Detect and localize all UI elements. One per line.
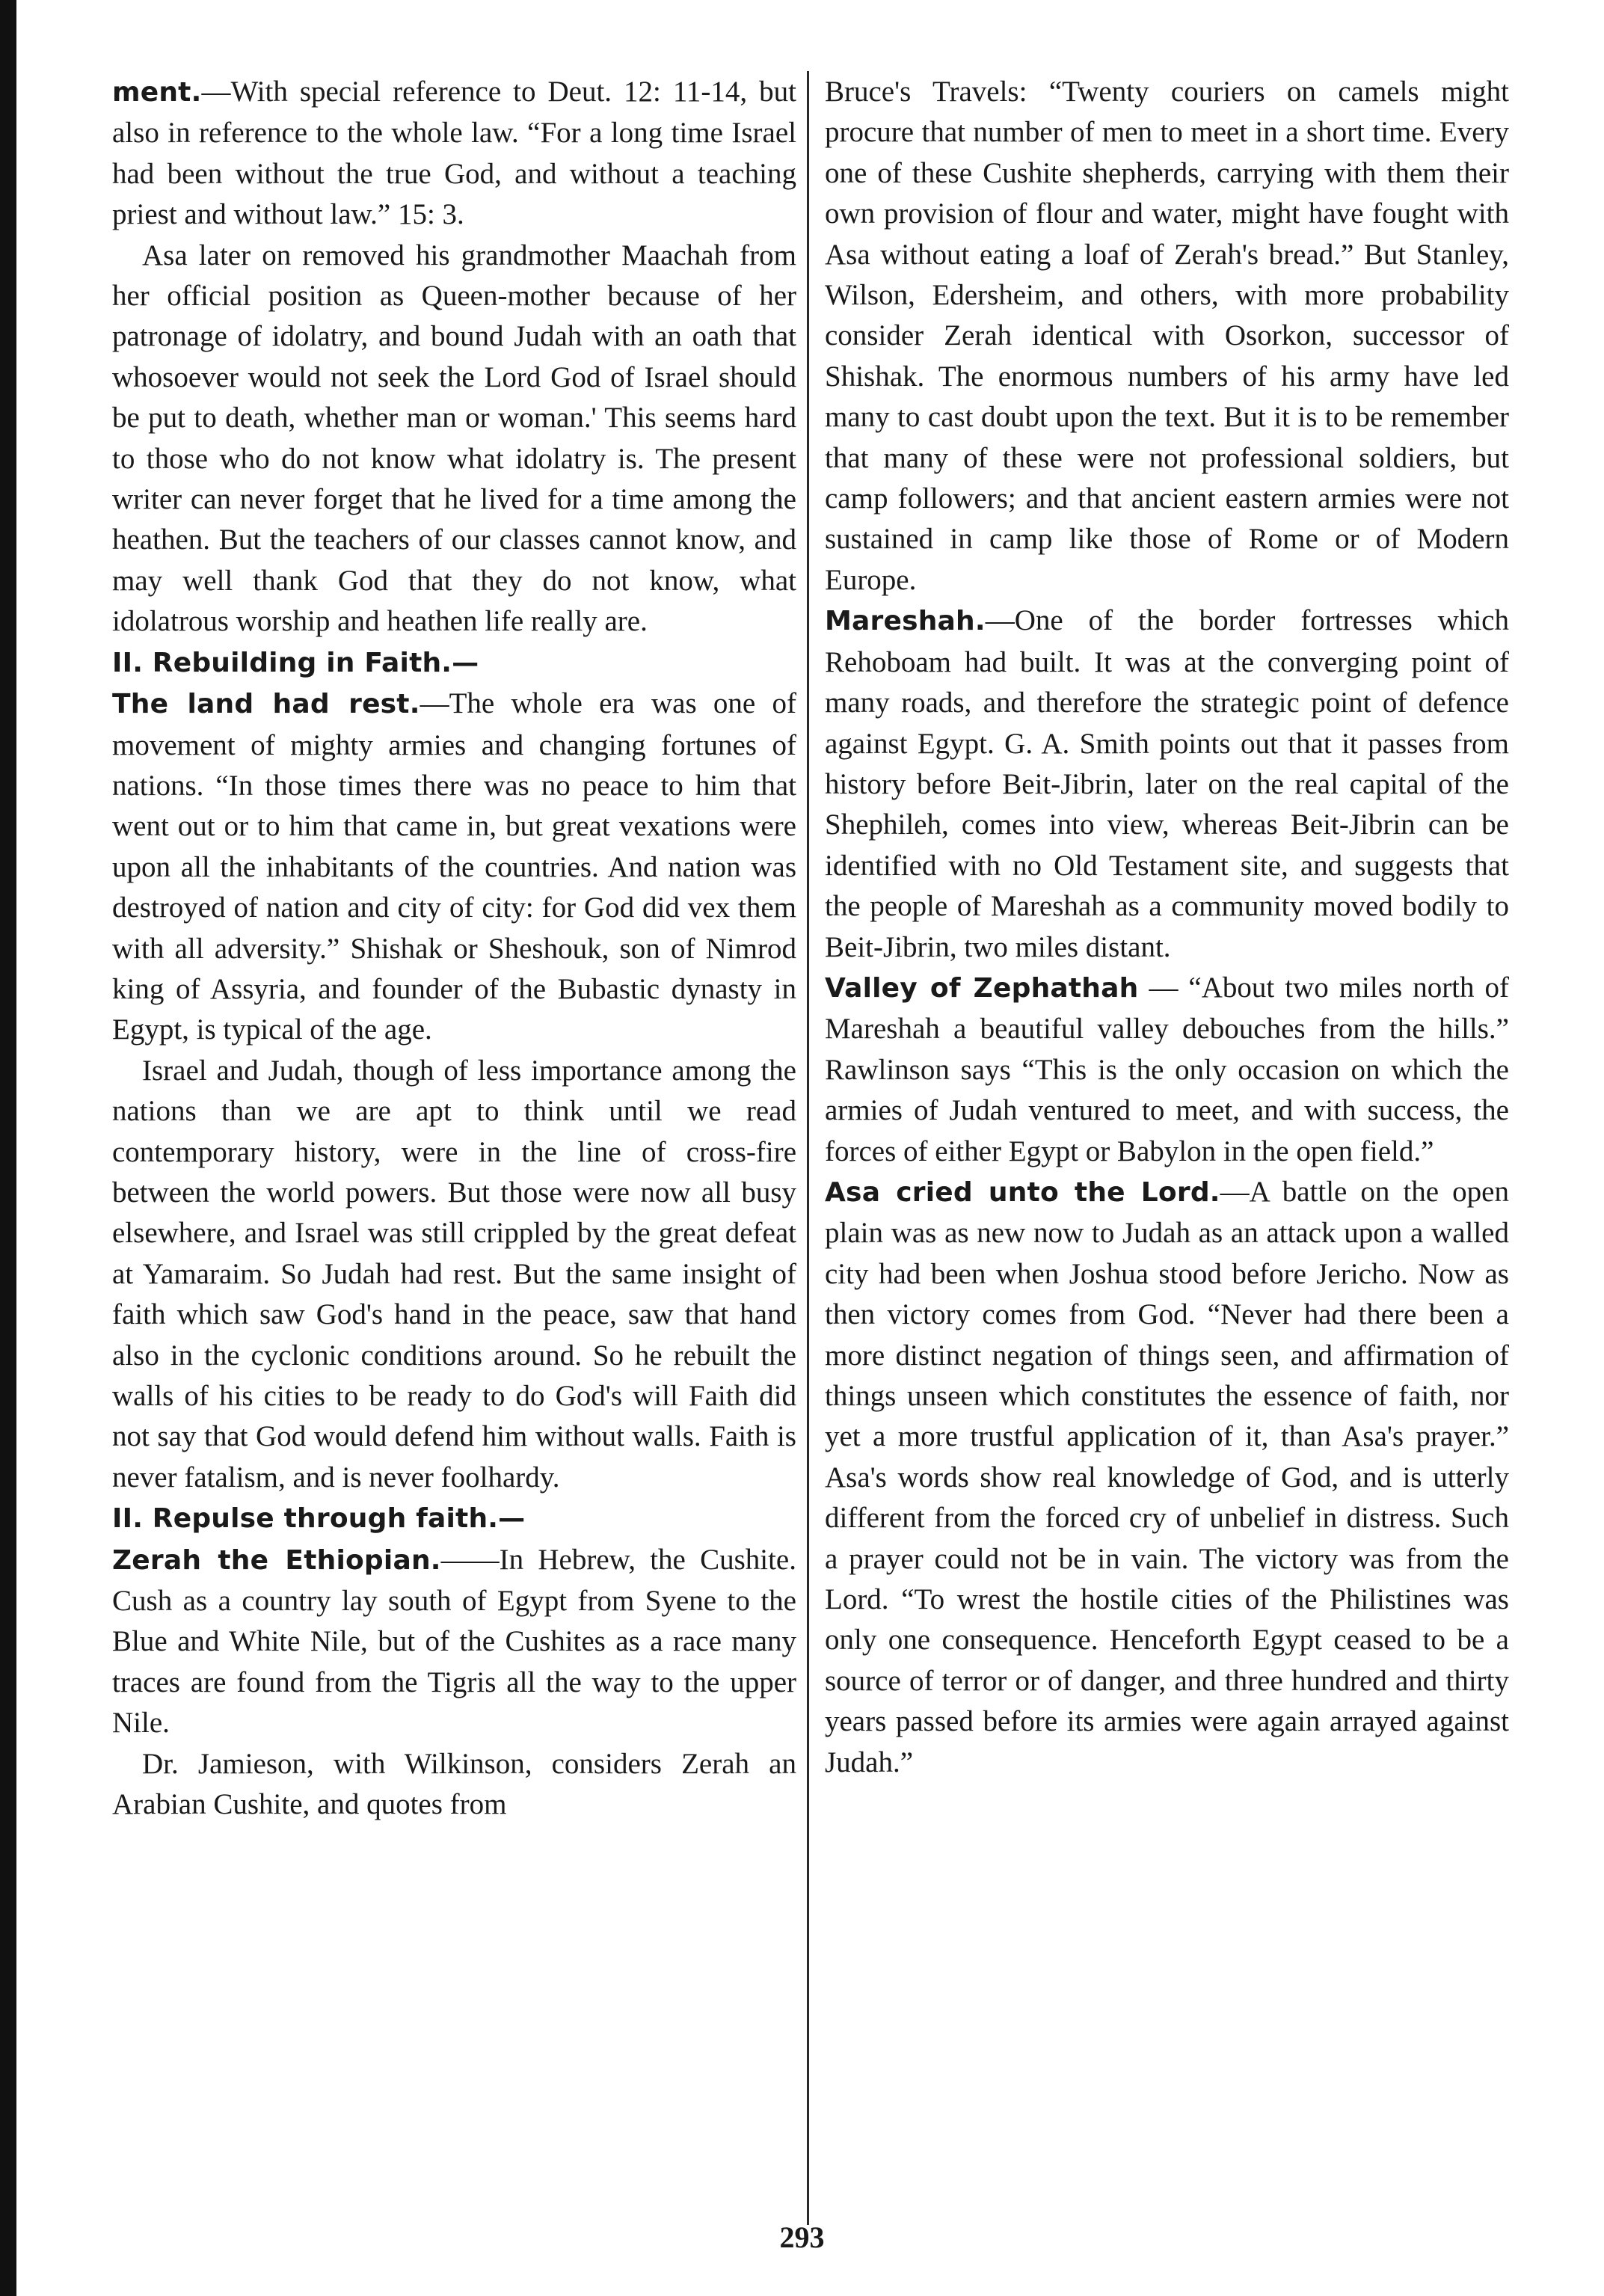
paragraph xyxy=(112,72,796,236)
section-heading xyxy=(112,642,796,684)
left-column xyxy=(112,72,796,2226)
column-divider xyxy=(807,71,809,2225)
run-in-heading: Mareshah. xyxy=(825,606,986,637)
section-heading xyxy=(112,1498,796,1539)
page-number: 293 xyxy=(779,2220,825,2254)
paragraph-text: — “About two miles north of Mareshah a beautiful valley debouches from the hills.” Rawlinson says “This is the only occasion on which the armies of Judah ventured to meet, and with success, the forces of either Egypt or Babylon in the open field.” xyxy=(825,971,1509,1167)
paragraph-text: —One of the border fortresses which Rehoboam had built. It was at the converging point of many roads, and therefore the strategic point of defence against Egypt. G. A. Smith points out that it passes from history before Beit-Jibrin, later on the real capital of the Shephileh, comes into view, whereas Beit-Jibrin can be identified with no Old Testament site, and suggests that the people of Mareshah as a community moved bodily to Beit-Jibrin, two miles distant. xyxy=(825,604,1509,963)
run-in-heading: ment. xyxy=(112,77,202,108)
run-in-heading: Zerah the Ethiopian. xyxy=(112,1544,441,1576)
section-heading-text: II. Rebuilding in Faith.— xyxy=(112,647,479,678)
paragraph xyxy=(825,968,1509,1172)
paragraph: Dr. Jamieson, with Wilkinson, considers Zerah an Arabian Cushite, and quotes from xyxy=(112,1747,796,1821)
binding-edge xyxy=(0,0,16,2296)
section-heading-text: II. Repulse through faith.— xyxy=(112,1503,526,1535)
paragraph: Israel and Judah, though of less importance among the nations than we are apt to think until we read contemporary history, were in the line of cross-fire between the world powers. But those were now all busy elsewhere, and Israel was still crippled by the great defeat at Yamaraim. So Judah had rest. But the same insight of faith which saw God's hand in the peace, saw that hand also in the cyclonic conditions around. So he rebuilt the walls of his cities to be ready to do God's will Faith did not say that God would defend him without walls. Faith is never fatalism, and is never foolhardy. xyxy=(112,1054,796,1494)
paragraph: Asa later on removed his grandmother Maachah from her official position as Queen-mother because of her patronage of idolatry, and bound Judah with an oath that whosoever would not seek the Lord God of Israel should be put to death, whether man or woman.' This seems hard to those who do not know what idolatry is. The present writer can never forget that he lived for a time among the heathen. But the teachers of our classes cannot know, and may well thank God that they do not know, what idolatrous worship and heathen life really are. xyxy=(112,239,796,638)
paragraph xyxy=(825,601,1509,968)
paragraph xyxy=(112,1540,796,1744)
paragraph-text: —The whole era was one of movement of mighty armies and changing fortunes of nations. “In those times there was no peace to him that went out or to him that came in, but great vexations were upon all the inhabitants of the countries. And nation was destroyed of nation and city of city: for God did vex them with all adversity.” Shishak or Sheshouk, son of Nimrod king of Assyria, and founder of the Bubastic dynasty in Egypt, is typical of the age. xyxy=(112,687,796,1046)
right-column xyxy=(825,72,1509,2226)
paragraph-text: —With special reference to Deut. 12: 11-14, but also in reference to the whole law. “For a long time Israel had been without the true God, and without a teaching priest and without law.” 15: 3. xyxy=(112,76,796,231)
paragraph: Bruce's Travels: “Twenty couriers on camels might procure that number of men to meet in a short time. Every one of these Cushite shepherds, carrying with them their own provision of flour and water, might have fought with Asa without eating a loaf of Zerah's bread.” But Stanley, Wilson, Edersheim, and others, with more probability consider Zerah identical with Osorkon, successor of Shishak. The enormous numbers of his army have led many to cast doubt upon the text. But it is to be remember that many of these were not professional soldiers, but camp followers; and that ancient eastern armies were not sustained in camp like those of Rome or of Modern Europe. xyxy=(825,76,1509,596)
paragraph-text: —A battle on the open plain was as new now to Judah as an attack upon a walled city had been when Joshua stood before Jericho. Now as then victory comes from God. “Never had there been a more distinct negation of things seen, and affirmation of things unseen which constitutes the essence of faith, nor yet a more trustful application of it, than Asa's prayer.” Asa's words show real knowledge of God, and is utterly different from the forced cry of unbelief in distress. Such a prayer could not be in vain. The victory was from the Lord. “To wrest the hostile cities of the Philistines was only one consequence. Henceforth Egypt ceased to be a source of terror or of danger, and three hundred and thirty years passed before its armies were again arrayed against Judah.” xyxy=(825,1175,1509,1778)
run-in-heading: Asa cried unto the Lord. xyxy=(825,1176,1220,1208)
run-in-heading: The land had rest. xyxy=(112,689,420,720)
run-in-heading: Valley of Zephathah xyxy=(825,972,1139,1004)
paragraph xyxy=(825,1172,1509,1783)
paragraph-text: ——In Hebrew, the Cushite. Cush as a country lay south of Egypt from Syene to the Blue and White Nile, but of the Cushites as a race many traces are found from the Tigris all the way to the upper Nile. xyxy=(112,1543,796,1740)
paragraph xyxy=(112,684,796,1051)
